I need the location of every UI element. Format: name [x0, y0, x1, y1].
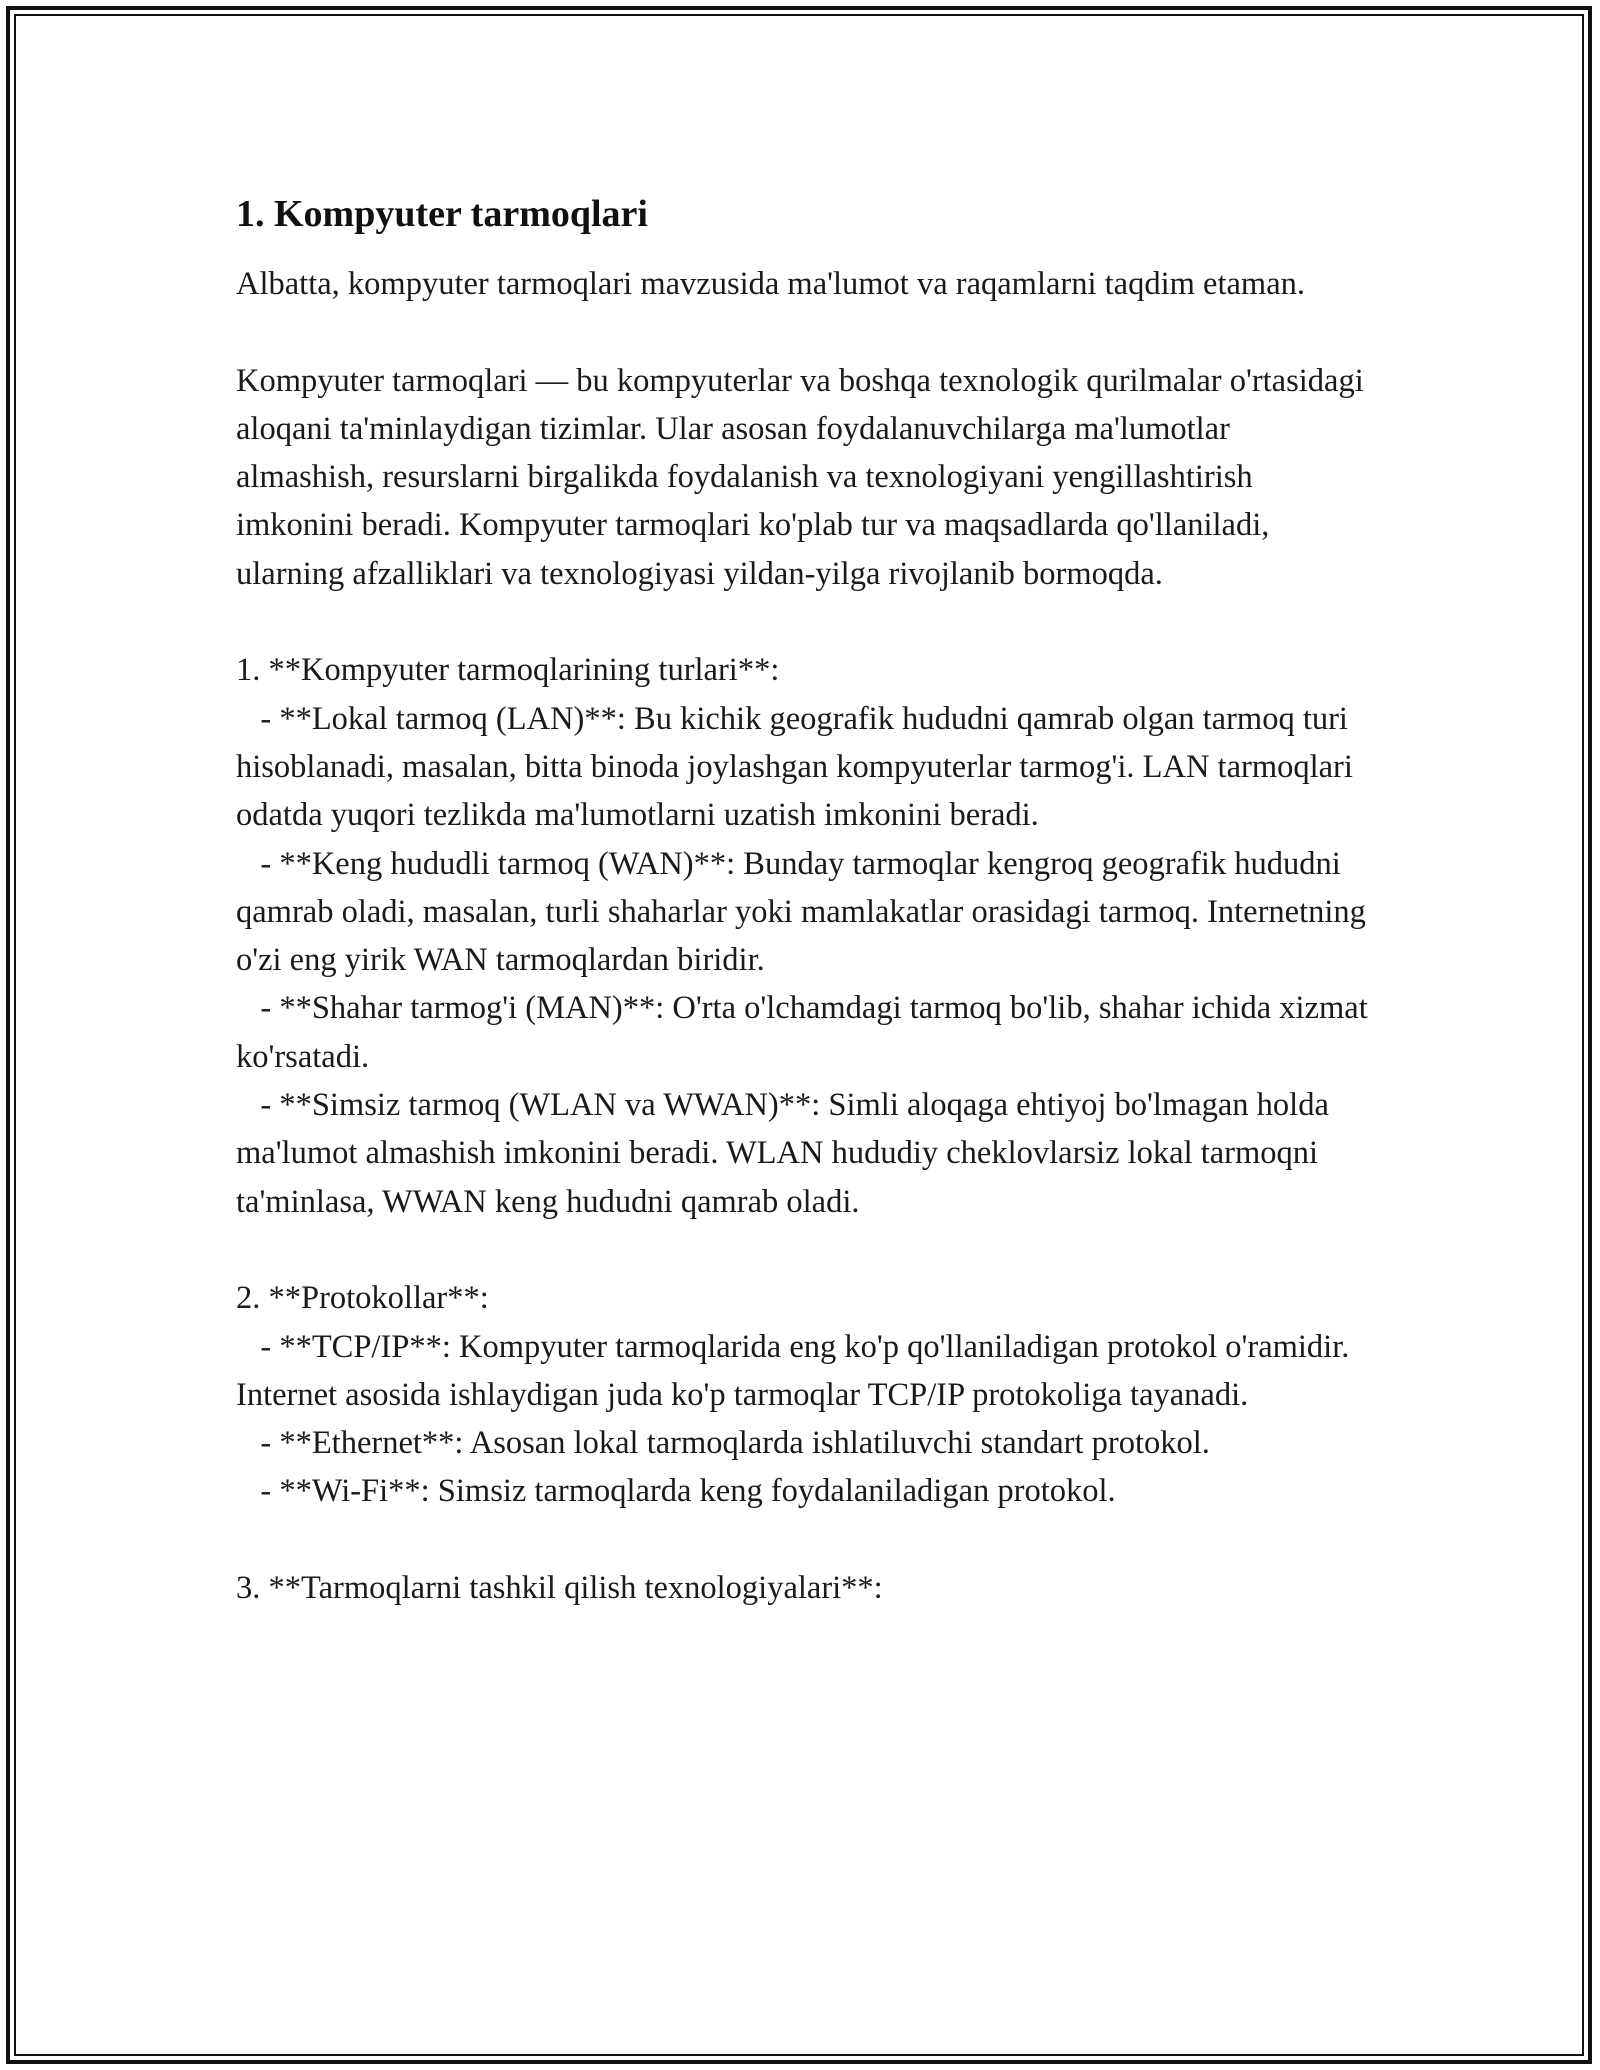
- list-item-wan: - **Keng hududli tarmoq (WAN)**: Bunday tarmoqlar kengroq geografik hududni qamrab oladi, masalan, turli shaharlar yoki mamlakatlar orasidagi tarmoq. Internetning o'zi eng yirik WAN tarmoqlardan biridir.: [236, 845, 1375, 979]
- document-body: [236, 186, 1376, 1612]
- list-item-ethernet: - **Ethernet**: Asosan lokal tarmoqlarda ishlatiluvchi standart protokol.: [236, 1425, 1210, 1462]
- list-item-wifi: - **Wi-Fi**: Simsiz tarmoqlarda keng foydalaniladigan protokol.: [236, 1473, 1116, 1510]
- paragraph-gap: [236, 598, 1376, 646]
- section-heading-types: 1. **Kompyuter tarmoqlarining turlari**:: [236, 652, 780, 689]
- section-heading-technologies: 3. **Tarmoqlarni tashkil qilish texnologiyalari**:: [236, 1570, 883, 1607]
- section-heading-protocols: 2. **Protokollar**:: [236, 1280, 489, 1317]
- body-paragraph: Kompyuter tarmoqlari — bu kompyuterlar va boshqa texnologik qurilmalar o'rtasidagi aloqani ta'minlaydigan tizimlar. Ular asosan foydalanuvchilarga ma'lumotlar almashish, resurslarni birgalikda foydalanish va texnologiyani yengillashtirish imkonini beradi. Kompyuter tarmoqlari ko'plab tur va maqsadlarda qo'llaniladi, ularning afzalliklari va texnologiyasi yildan-yilga rivojlanib bormoqda.: [236, 362, 1372, 592]
- list-item-tcpip: - **TCP/IP**: Kompyuter tarmoqlarida eng ko'p qo'llaniladigan protokol o'ramidir. Internet asosida ishlaydigan juda ko'p tarmoqlar TCP/IP protokoliga tayanadi.: [236, 1328, 1358, 1413]
- intro-paragraph: Albatta, kompyuter tarmoqlari mavzusida ma'lumot va raqamlarni taqdim etaman.: [236, 266, 1305, 302]
- page-title: 1. Kompyuter tarmoqlari: [236, 193, 648, 235]
- paragraph-gap: [236, 1226, 1376, 1274]
- paragraph-gap: [236, 1516, 1376, 1564]
- paragraph-gap: [236, 308, 1376, 356]
- list-item-man: - **Shahar tarmog'i (MAN)**: O'rta o'lchamdagi tarmoq bo'lib, shahar ichida xizmat ko'rsatadi.: [236, 990, 1376, 1075]
- list-item-wireless: - **Simsiz tarmoq (WLAN va WWAN)**: Simli aloqaga ehtiyoj bo'lmagan holda ma'lumot almashish imkonini beradi. WLAN hududiy cheklovlarsiz lokal tarmoqni ta'minlasa, WWAN keng hududni qamrab oladi.: [236, 1087, 1338, 1220]
- list-item-lan: - **Lokal tarmoq (LAN)**: Bu kichik geografik hududni qamrab olgan tarmoq turi hisoblanadi, masalan, bitta binoda joylashgan kompyuterlar tarmog'i. LAN tarmoqlari odatda yuqori tezlikda ma'lumotlarni uzatish imkonini beradi.: [236, 700, 1362, 834]
